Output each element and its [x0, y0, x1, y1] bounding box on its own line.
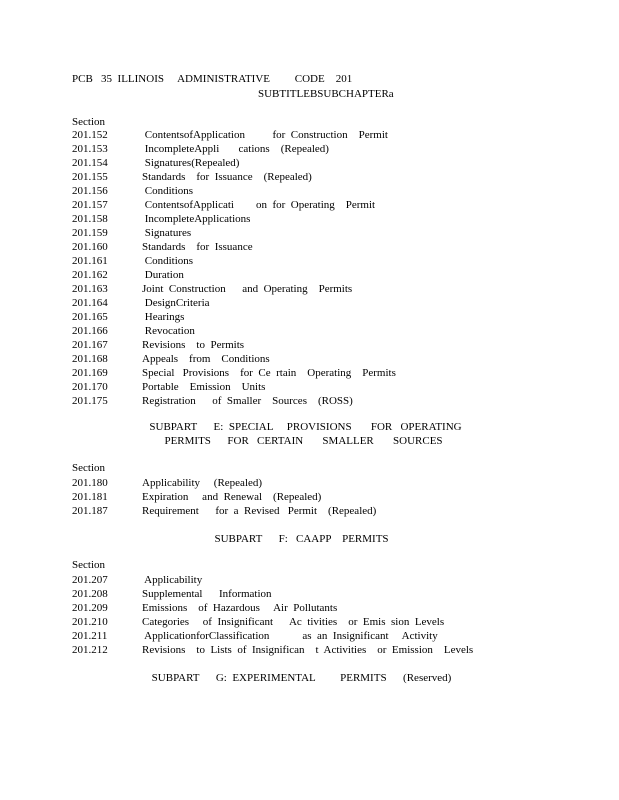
section-number: 201.209 [72, 602, 108, 614]
section-number: 201.170 [72, 381, 108, 393]
section-title: Special Provisions for Ce rtain Operating Permits [142, 367, 396, 379]
section-title: Hearings [142, 311, 185, 323]
section-title: Revisions to Lists of Insignifican t Activities or Emission Levels [142, 644, 474, 656]
section-number: 201.153 [72, 143, 108, 155]
section-number: 201.167 [72, 339, 108, 351]
section-number: 201.158 [72, 213, 108, 225]
section-number: 201.207 [72, 574, 108, 586]
section-title: Supplemental Information [142, 588, 272, 600]
section-number: 201.156 [72, 185, 108, 197]
section-title: Portable Emission Units [142, 381, 266, 393]
section-label: Section [72, 462, 105, 474]
section-title: Signatures [142, 227, 192, 239]
section-number: 201.180 [72, 477, 108, 489]
section-number: 201.212 [72, 644, 108, 656]
section-title: DesignCriteria [142, 297, 210, 309]
subpart-f-heading: SUBPART F: CAAPP PERMITS [214, 533, 389, 545]
section-number: 201.162 [72, 269, 108, 281]
section-number: 201.152 [72, 129, 108, 141]
section-number: 201.161 [72, 255, 108, 267]
section-title: Appeals from Conditions [142, 353, 270, 365]
section-number: 201.211 [72, 630, 108, 642]
section-title: Emissions of Hazardous Air Pollutants [142, 602, 338, 614]
section-title: ContentsofApplication for Construction Permit [142, 129, 388, 141]
section-title: Standards for Issuance (Repealed) [142, 171, 312, 183]
section-number: 201.165 [72, 311, 108, 323]
section-number: 201.164 [72, 297, 108, 309]
section-number: 201.159 [72, 227, 108, 239]
section-number: 201.166 [72, 325, 108, 337]
page-header-left: PCB 35 ILLINOIS ADMINISTRATIVE CODE 201 [72, 73, 353, 85]
section-number: 201.154 [72, 157, 108, 169]
section-number: 201.181 [72, 491, 108, 503]
section-title: Applicability (Repealed) [142, 477, 263, 489]
subpart-e-heading-line1: SUBPART E: SPECIAL PROVISIONS FOR OPERATING [149, 421, 462, 433]
section-number: 201.160 [72, 241, 108, 253]
section-number: 201.208 [72, 588, 108, 600]
section-number: 201.175 [72, 395, 108, 407]
section-title: Joint Construction and Operating Permits [142, 283, 353, 295]
section-label: Section [72, 559, 105, 571]
section-title: Duration [142, 269, 184, 281]
section-number: 201.210 [72, 616, 108, 628]
subpart-e-heading-line2: PERMITS FOR CERTAIN SMALLER SOURCES [164, 435, 443, 447]
section-number: 201.163 [72, 283, 108, 295]
section-title: Signatures(Repealed) [142, 157, 240, 169]
section-title: Revocation [142, 325, 195, 337]
section-title: Expiration and Renewal (Repealed) [142, 491, 322, 503]
section-title: Conditions [142, 185, 194, 197]
section-title: ApplicationforClassification as an Insignificant Activity [142, 630, 438, 642]
section-title: Requirement for a Revised Permit (Repealed) [142, 505, 377, 517]
section-number: 201.157 [72, 199, 108, 211]
section-label: Section [72, 116, 105, 128]
section-title: IncompleteAppli cations (Repealed) [142, 143, 329, 155]
section-title: IncompleteApplications [142, 213, 251, 225]
section-title: Revisions to Permits [142, 339, 245, 351]
section-title: ContentsofApplicati on for Operating Permit [142, 199, 376, 211]
section-title: Conditions [142, 255, 194, 267]
section-title: Applicability [142, 574, 203, 586]
subpart-g-heading: SUBPART G: EXPERIMENTAL PERMITS (Reserved) [151, 672, 452, 684]
section-number: 201.187 [72, 505, 108, 517]
page-header-right: SUBTITLEBSUBCHAPTERa [258, 88, 394, 100]
section-title: Registration of Smaller Sources (ROSS) [142, 395, 353, 407]
section-number: 201.155 [72, 171, 108, 183]
section-title: Standards for Issuance [142, 241, 253, 253]
section-number: 201.168 [72, 353, 108, 365]
section-title: Categories of Insignificant Ac tivities or Emis sion Levels [142, 616, 445, 628]
section-number: 201.169 [72, 367, 108, 379]
